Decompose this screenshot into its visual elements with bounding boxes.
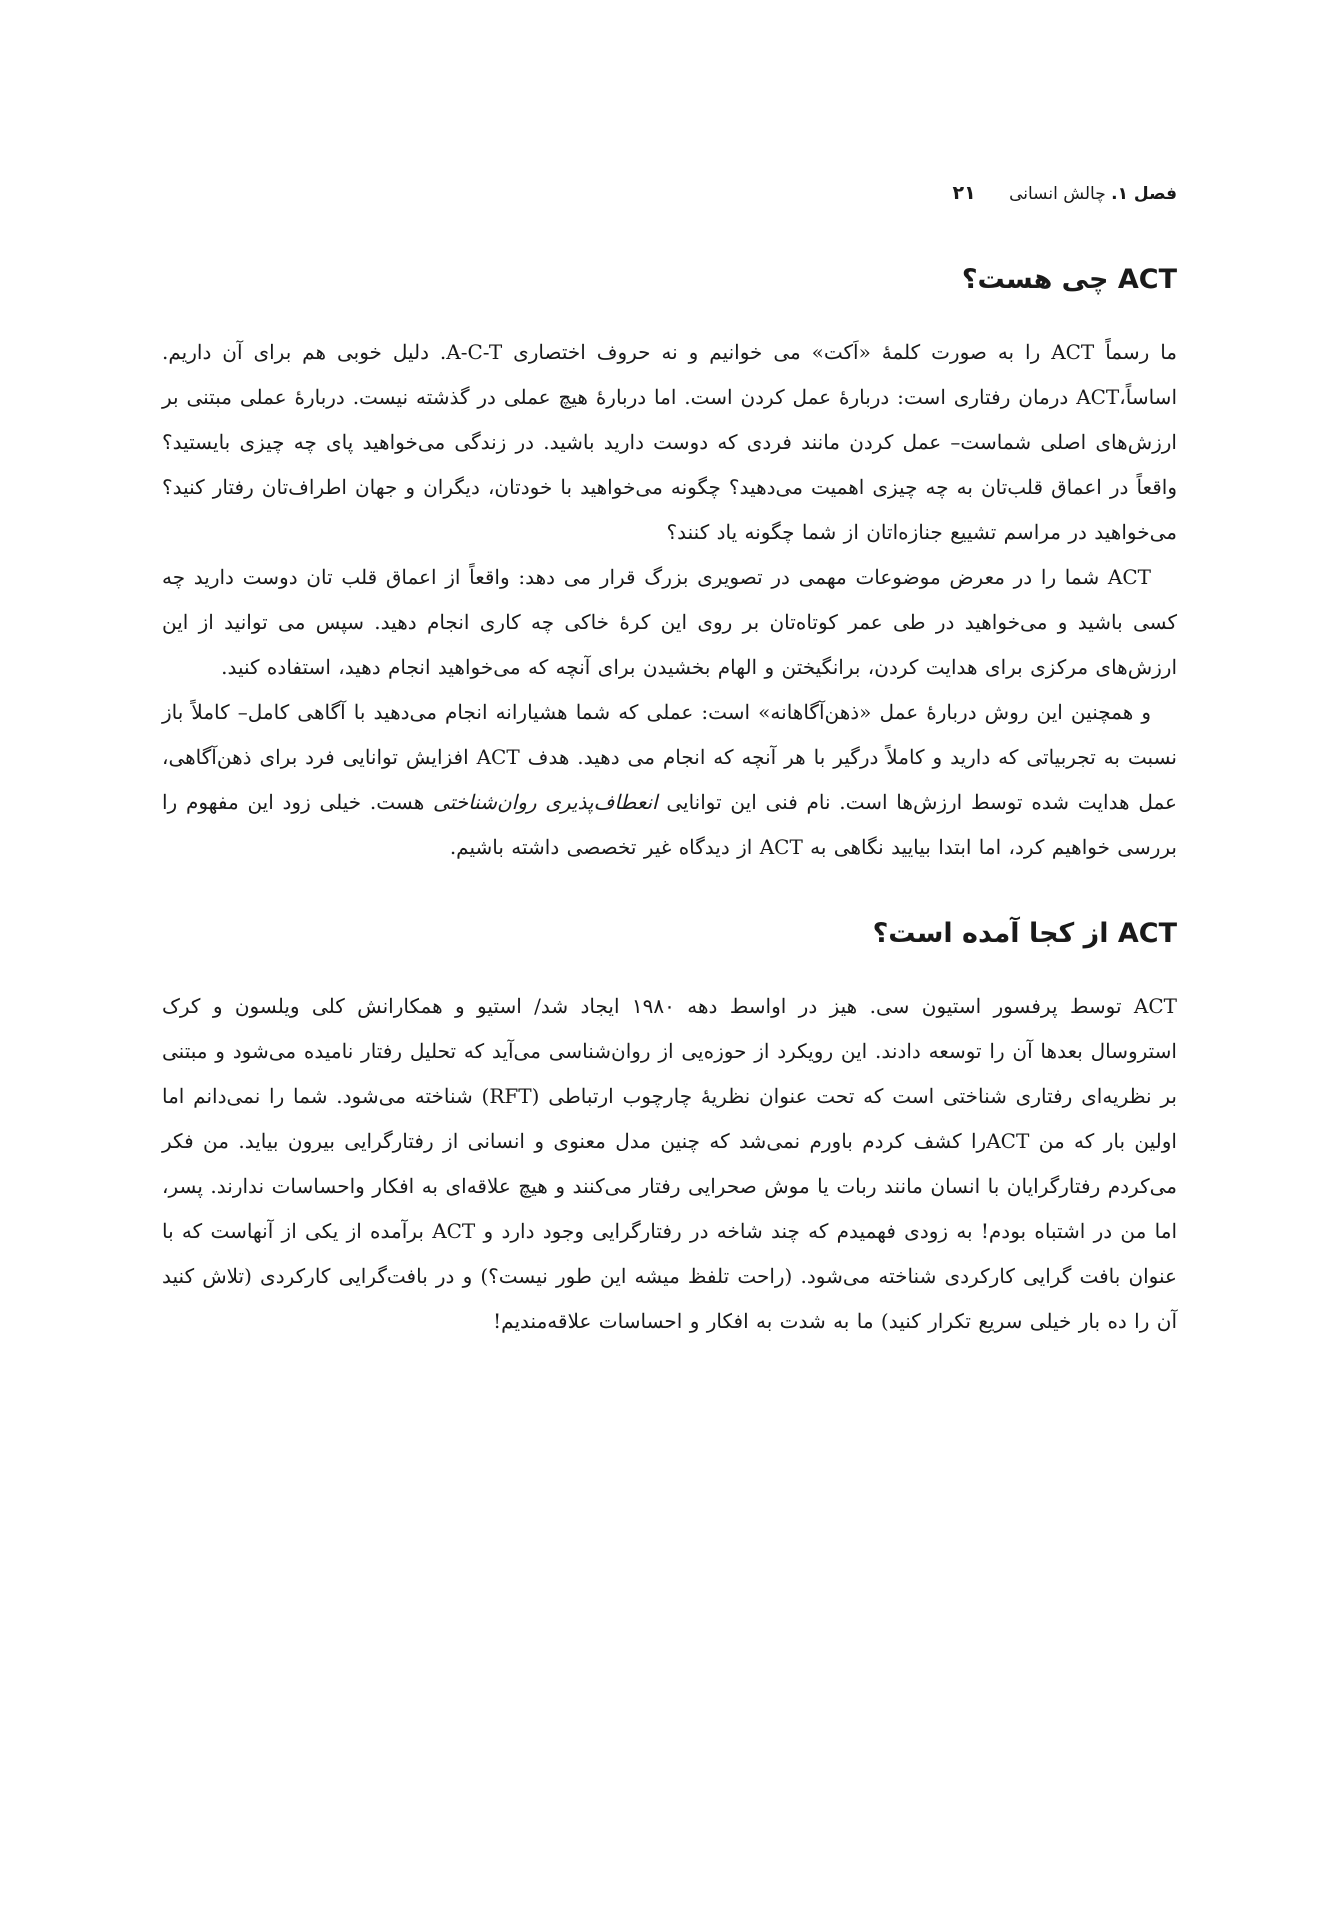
paragraph: ACT توسط پرفسور استیون سی. هیز در اواسط دهه ۱۹۸۰ ایجاد شد/ استیو و همکارانش کلی ویلسون و کرک استروسال بعدها آن را توسعه دادند. این رویکرد از حوزه‌یی از روان‌شناسی می‌آید که تحلیل رفتار نامیده می‌شود و مبتنی بر نظریه‌ای رفتاری شناختی است که تحت عنوان نظریۀ چارچوب ارتباطی (RFT) شناخته می‌شود. شما را نمی‌دانم اما اولین بار که من ACTرا کشف کردم باورم نمی‌شد که چنین مدل معنوی و انسانی از رفتارگرایی بیرون بیاید. من فکر می‌کردم رفتارگرایان با انسان مانند ربات یا موش صحرایی رفتار می‌کنند و هیچ علاقه‌ای به افکار واحساسات ندارند. پسر، اما من در اشتباه بودم! به زودی فهمیدم که چند شاخه در رفتارگرایی وجود دارد و ACT برآمده از یکی از آنهاست که با عنوان بافت گرایی کارکردی شناخته می‌شود. (راحت تلفظ میشه این طور نیست؟) و در بافت‌گرایی کارکردی (تلاش کنید آن را ده بار خیلی سریع تکرار کنید) ما به شدت به افکار و احساسات علاقه‌مندیم! [162, 994, 1178, 1333]
chapter-label: فصل ۱. [1111, 184, 1177, 204]
paragraph [162, 690, 1177, 870]
page-number: ۲۱ [952, 182, 976, 204]
chapter-reference [1009, 179, 1177, 209]
paragraph: ACT شما را در معرض موضوعات مهمی در تصویری بزرگ قرار می دهد: واقعاً از اعماق قلب تان دوست دارید چه کسی باشید و می‌خواهید در طی عمر کوتاه‌تان بر روی این کرۀ خاکی چه کاری انجام دهید. سپس می توانید از این ارزش‌های مرکزی برای هدایت کردن، برانگیختن و الهام بخشیدن برای آنچه که می‌خواهید انجام دهید، استفاده کنید. [162, 565, 1177, 679]
section-heading-origin-of-act: ACT از کجا آمده است؟ [872, 918, 1177, 949]
page-body [162, 258, 1177, 1344]
running-header [162, 178, 1177, 208]
paragraph: ما رسماً ACT را به صورت کلمۀ «اَکت» می خوانیم و نه حروف اختصاری A-C-T. دلیل خوبی هم برای آن داریم. اساساً،ACT درمان رفتاری است: دربارۀ عمل کردن است. اما دربارۀ هیچ عملی در گذشته نیست. دربارۀ عملی مبتنی بر ارزش‌های اصلی شماست– عمل کردن مانند فردی که دوست دارید باشید. در زندگی می‌خواهید پای چه چیزی بایستید؟ واقعاً در اعماق قلب‌تان به چه چیزی اهمیت می‌دهید؟ چگونه می‌خواهید با خودتان، دیگران و جهان اطراف‌تان رفتار کنید؟ می‌خواهید در مراسم تشییع جنازه‌اتان از شما چگونه یاد کنند؟ [162, 340, 1178, 544]
paragraph-text: و همچنین این روش دربارۀ عمل «ذهن‌آگاهانه» است: عملی که شما هشیارانه انجام می‌دهید با آگاهی کامل– کاملاً باز نسبت به تجربیاتی که دارید و کاملاً درگیر با هر آنچه که انجام می دهید. هدف ACT افزایش توانایی فرد برای ذهن‌آگاهی، عمل هدایت شده توسط ارزش‌ها است. نام فنی این توانایی [162, 700, 1178, 814]
italic-term: انعطاف‌پذیری روان‌شناختی [433, 790, 658, 814]
chapter-title: چالش انسانی [1009, 184, 1106, 204]
paragraph-text: هست. خیلی زود این مفهوم را بررسی خواهیم کرد، اما ابتدا بیایید نگاهی به ACT از دیدگاه غیر تخصصی داشته باشیم. [162, 790, 1177, 859]
section-heading-what-is-act: ACT چی هست؟ [961, 264, 1177, 295]
